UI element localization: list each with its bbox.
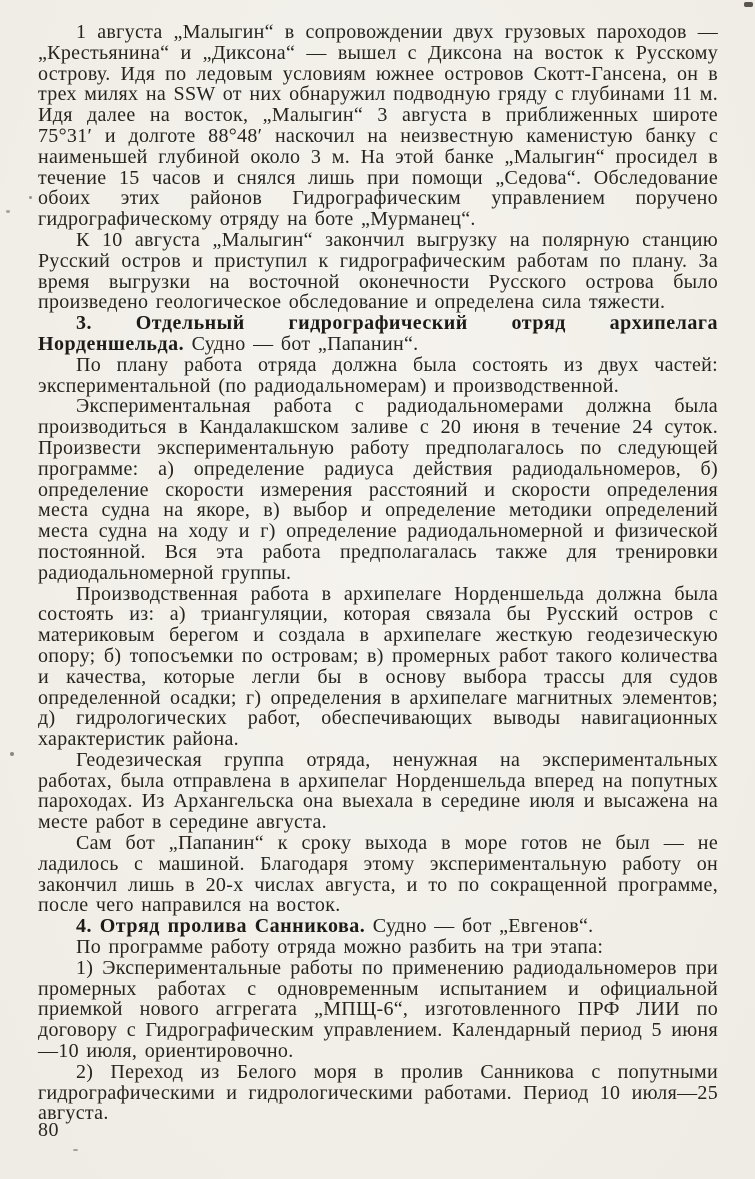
scan-artifact [73, 1149, 78, 1151]
section-heading: 3. Отдельный гидрографический отряд архипелага Норденшельда. [38, 312, 718, 355]
paragraph: 1 августа „Малыгин“ в сопровождении двух грузовых пароходов — „Крестьянина“ и „Диксона“ — вышел с Диксона на восток к Русскому острову. Идя по ледовым условиям южнее островов Скотт-Гансена, он в трех милях на SSW от них обнаружил подводную гряду с глубинами 11 м. Идя далее на восток, „Малыгин“ 3 августа в приближенных широте 75°31′ и долготе 88°48′ наскочил на неизвестную каменистую банку с наименьшей глубиной около 3 м. На этой банке „Малыгин“ просидел в течение 15 часов и снялся лишь при помощи „Седова“. Обследование обоих этих районов Гидрографическим управлением поручено гидрографическому отряду на боте „Мурманец“. [38, 21, 718, 231]
paragraph: По плану работа отряда должна была состоять из двух частей: экспериментальной (по радиодальномерам) и производственной. [38, 353, 718, 397]
scan-artifact [6, 210, 10, 213]
scan-artifact [10, 752, 14, 756]
paragraph: Производственная работа в архипелаге Норденшельда должна была состоять из: а) триангуляции, которая связала бы Русский остров с материковым берегом и создала в архипелаге жесткую геодезическую опору; б) топосъемки по островам; в) промерных работ такого количества и качества, которые легли бы в основу выбора трассы для судов определенной осадки; г) определения в архипелаге магнитных элементов; д) гидрологических работ, обеспечивающих выводы навигационных характеристик района. [38, 582, 718, 751]
page-number: 80 [38, 1119, 59, 1141]
paragraph: Геодезическая группа отряда, ненужная на экспериментальных работах, была отправлена в архипелаг Норденшельда вперед на попутных пароходах. Из Архангельска она выехала в середине июля и высажена на месте работ в середине августа. [38, 748, 718, 834]
paragraph: Сам бот „Папанин“ к сроку выхода в море готов не был — не ладилось с машиной. Благодаря этому экспериментальную работу он закончил лишь в 20-х числах августа, и то по сокращенной программе, после чего направился на восток. [38, 832, 718, 917]
paragraph: 2) Переход из Белого моря в пролив Санникова с попутными гидрографическими и гидрологическими работами. Период 10 июля—25 августа. [38, 1060, 718, 1125]
paragraph: Экспериментальная работа с радиодальномерами должна была производиться в Кандалакшском заливе с 20 июня в течение 24 суток. Произвести экспериментальную работу предполагалось по следующей программе: а) определение радиуса действия радиодальномеров, б) определение скорости измерения расстояний и скорости определения места судна на якоре, в) выбор и определение методики определений места судна на ходу и г) определение радиодальномерной и физической постоянной. Вся эта работа предполагалась также для тренировки радиодальномерной группы. [38, 395, 718, 584]
scan-artifact [744, 2, 753, 7]
section-heading: 4. Отряд пролива Санникова. [76, 915, 366, 938]
document-body [38, 22, 718, 1124]
paragraph: К 10 августа „Малыгин“ закончил выгрузку на полярную станцию Русский остров и приступил к гидрографическим работам по плану. За время выгрузки на восточной оконечности Русского острова было произведено геологическое обследование и определена сила тяжести. [38, 228, 718, 314]
paragraph: По программе работу отряда можно разбить на три этапа: [76, 936, 604, 959]
section-heading-paragraph: 3. Отдельный гидрографический отряд архипелага Норденшельда. Судно — бот „Папанин“. [38, 312, 718, 355]
scan-artifact [29, 196, 32, 199]
section-heading-paragraph: 4. Отряд пролива Санникова. Судно — бот „Евгенов“. [76, 915, 594, 938]
paragraph: 1) Экспериментальные работы по применению радиодальномеров при промерных работах с одновременным испытанием и официальной приемкой нового аггрегата „МПЩ-6“, изготовленного ПРФ ЛИИ по договору с Гидрографическим управлением. Календарный период 5 июня—10 июля, ориентировочно. [38, 956, 718, 1063]
